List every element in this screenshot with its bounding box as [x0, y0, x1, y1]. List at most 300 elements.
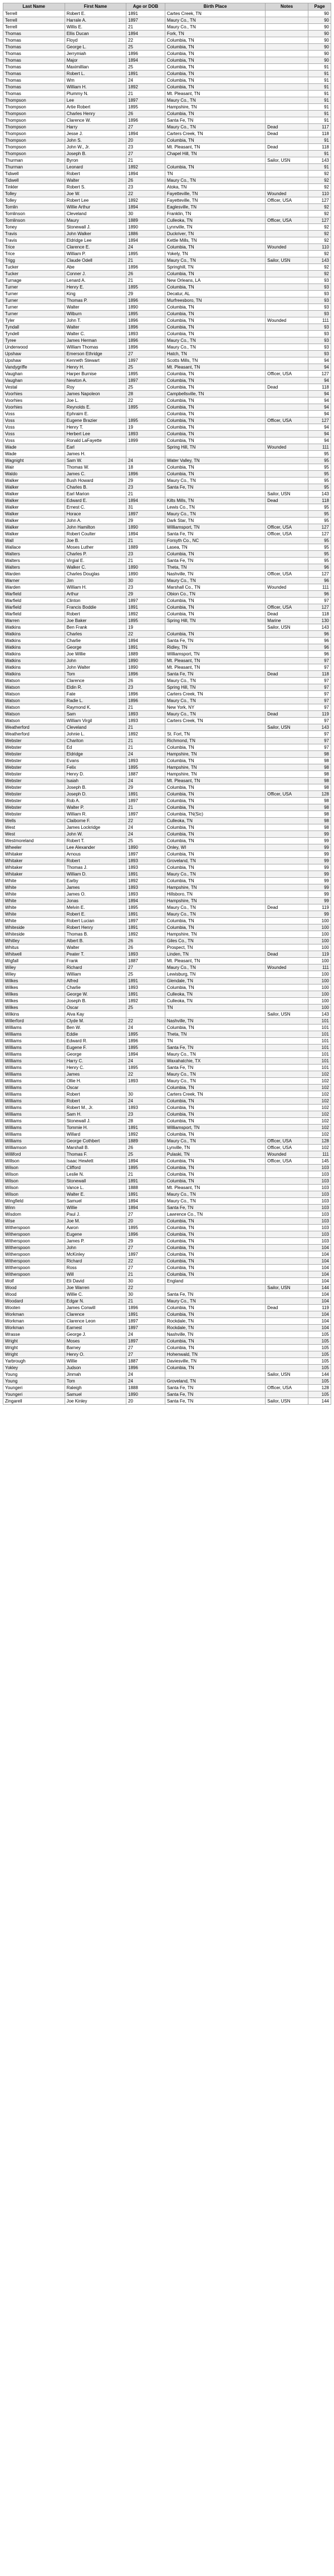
cell-age-or-dob: 1894: [126, 31, 165, 37]
cell-first-name: Rob A.: [65, 798, 126, 804]
cell-first-name: Eugene: [65, 1231, 126, 1238]
cell-first-name: Peater T.: [65, 951, 126, 958]
header-row: [3, 3, 331, 11]
cell-notes: [266, 91, 308, 97]
cell-first-name: Harry: [65, 124, 126, 131]
cell-last-name: Thompson: [3, 137, 65, 144]
cell-first-name: William R.: [65, 811, 126, 818]
cell-first-name: Walter: [65, 177, 126, 184]
cell-age-or-dob: 26: [126, 678, 165, 684]
cell-notes: [266, 918, 308, 924]
cell-first-name: Henry T.: [65, 424, 126, 431]
cell-first-name: Henry D.: [65, 771, 126, 778]
cell-notes: [266, 17, 308, 24]
cell-age-or-dob: 1893: [126, 891, 165, 898]
cell-notes: [266, 1338, 308, 1345]
table-row: [3, 1351, 331, 1358]
cell-age-or-dob: 1894: [126, 57, 165, 64]
cell-page: 100: [308, 938, 331, 944]
cell-birth-place: Columbia, TN: [165, 758, 265, 764]
cell-birth-place: Fayetteville, TN: [165, 197, 265, 204]
table-row: [3, 1151, 331, 1158]
cell-first-name: Eldridge: [65, 751, 126, 758]
table-row: [3, 1098, 331, 1105]
cell-first-name: Vance L.: [65, 1185, 126, 1191]
cell-first-name: Chariton: [65, 738, 126, 744]
cell-first-name: Newton A.: [65, 377, 126, 384]
cell-birth-place: Lynnville, TN: [165, 224, 265, 231]
cell-notes: [266, 644, 308, 651]
cell-page: 103: [308, 1171, 331, 1178]
cell-first-name: Eugene F.: [65, 1045, 126, 1051]
cell-page: 97: [308, 744, 331, 751]
cell-age-or-dob: 1891: [126, 978, 165, 984]
cell-age-or-dob: 22: [126, 1071, 165, 1078]
cell-first-name: Emerson Ethridge: [65, 351, 126, 357]
cell-notes: [266, 831, 308, 838]
cell-first-name: James O.: [65, 891, 126, 898]
table-row: [3, 1191, 331, 1198]
cell-first-name: John Walter: [65, 664, 126, 671]
cell-age-or-dob: 1893: [126, 711, 165, 718]
cell-birth-place: Santa Fe, TN: [165, 1398, 265, 1405]
cell-notes: Wounded: [266, 444, 308, 451]
cell-age-or-dob: 25: [126, 64, 165, 71]
cell-age-or-dob: 28: [126, 391, 165, 397]
cell-page: 143: [308, 257, 331, 264]
cell-last-name: Williford: [3, 1151, 65, 1158]
table-row: [3, 624, 331, 631]
cell-last-name: Witherspoon: [3, 1265, 65, 1271]
cell-notes: [266, 311, 308, 317]
cell-first-name: John T.: [65, 317, 126, 324]
table-row: [3, 631, 331, 638]
cell-last-name: Vestal: [3, 384, 65, 391]
cell-birth-place: Maury Co., TN: [165, 337, 265, 344]
cell-notes: [266, 684, 308, 691]
table-row: [3, 11, 331, 17]
cell-last-name: White: [3, 891, 65, 898]
cell-birth-place: Santa Fe, TN: [165, 1291, 265, 1298]
cell-age-or-dob: 1892: [126, 84, 165, 91]
roster-body: [3, 11, 331, 1405]
cell-age-or-dob: 21: [126, 1298, 165, 1305]
cell-page: 103: [308, 1165, 331, 1171]
cell-last-name: Wright: [3, 1345, 65, 1351]
cell-page: 100: [308, 944, 331, 951]
table-row: [3, 1338, 331, 1345]
roster-header: [3, 3, 331, 11]
cell-page: 95: [308, 518, 331, 524]
cell-notes: [266, 411, 308, 417]
table-row: [3, 151, 331, 157]
cell-last-name: Watkins: [3, 664, 65, 671]
cell-first-name: Charlie: [65, 638, 126, 644]
cell-last-name: Waldo: [3, 471, 65, 478]
cell-notes: [266, 357, 308, 364]
cell-first-name: Walter: [65, 324, 126, 331]
cell-notes: [266, 237, 308, 244]
cell-last-name: Watson: [3, 698, 65, 704]
cell-page: 104: [308, 1265, 331, 1271]
table-row: [3, 1185, 331, 1191]
cell-last-name: Webster: [3, 804, 65, 811]
cell-last-name: Webster: [3, 771, 65, 778]
table-row: [3, 1251, 331, 1258]
table-row: [3, 658, 331, 664]
cell-page: 99: [308, 844, 331, 851]
table-row: [3, 1158, 331, 1165]
cell-page: 105: [308, 1358, 331, 1365]
cell-first-name: George L.: [65, 44, 126, 51]
cell-first-name: Byron: [65, 157, 126, 164]
cell-notes: [266, 1311, 308, 1318]
table-row: [3, 271, 331, 277]
cell-birth-place: Columbia, TN: [165, 424, 265, 431]
cell-page: 127: [308, 217, 331, 224]
table-row: [3, 1145, 331, 1151]
table-row: [3, 558, 331, 564]
cell-page: 111: [308, 444, 331, 451]
cell-age-or-dob: 1889: [126, 544, 165, 551]
cell-last-name: Westmoreland: [3, 838, 65, 844]
cell-birth-place: Santa Fe, TN: [165, 1205, 265, 1211]
cell-age-or-dob: 26: [126, 938, 165, 944]
cell-notes: [266, 1051, 308, 1058]
cell-age-or-dob: 24: [126, 778, 165, 784]
cell-page: 104: [308, 1311, 331, 1318]
table-row: [3, 538, 331, 544]
cell-birth-place: Mt. Pleasant, TN: [165, 364, 265, 371]
cell-first-name: Joe B.: [65, 538, 126, 544]
cell-birth-place: Marshall Co., TN: [165, 584, 265, 591]
cell-age-or-dob: 1894: [126, 1051, 165, 1058]
table-row: [3, 698, 331, 704]
cell-age-or-dob: 21: [126, 157, 165, 164]
cell-first-name: Moses Luther: [65, 544, 126, 551]
cell-page: 104: [308, 1318, 331, 1325]
cell-notes: [266, 804, 308, 811]
cell-first-name: Cleveland: [65, 724, 126, 731]
cell-last-name: Whitaker: [3, 864, 65, 871]
cell-birth-place: Mt. Pleasant, TN: [165, 778, 265, 784]
cell-birth-place: Mt. Pleasant, TN: [165, 664, 265, 671]
cell-notes: Officer, USA: [266, 531, 308, 538]
cell-age-or-dob: 24: [126, 244, 165, 251]
cell-age-or-dob: 1897: [126, 1251, 165, 1258]
cell-page: 104: [308, 1251, 331, 1258]
cell-first-name: Eli David: [65, 1278, 126, 1285]
cell-last-name: Webster: [3, 751, 65, 758]
cell-age-or-dob: 1891: [126, 911, 165, 918]
cell-page: 100: [308, 918, 331, 924]
cell-notes: Dead: [266, 498, 308, 504]
cell-age-or-dob: 1893: [126, 431, 165, 437]
cell-first-name: McKinley: [65, 1251, 126, 1258]
cell-birth-place: Columbia, TN: [165, 1251, 265, 1258]
cell-notes: [266, 778, 308, 784]
cell-page: 94: [308, 364, 331, 371]
table-row: [3, 1245, 331, 1251]
table-row: [3, 1071, 331, 1078]
table-row: [3, 818, 331, 824]
cell-last-name: Webster: [3, 738, 65, 744]
cell-notes: Wounded: [266, 191, 308, 197]
cell-notes: [266, 1131, 308, 1138]
cell-first-name: Robert: [65, 858, 126, 864]
cell-first-name: Harper Burnise: [65, 371, 126, 377]
cell-last-name: Wilson: [3, 1185, 65, 1191]
cell-page: 100: [308, 984, 331, 991]
cell-page: 102: [308, 1131, 331, 1138]
cell-first-name: Thomas P.: [65, 297, 126, 304]
table-row: [3, 598, 331, 604]
cell-notes: [266, 37, 308, 44]
table-row: [3, 384, 331, 391]
cell-age-or-dob: 21: [126, 704, 165, 711]
cell-last-name: Whitwell: [3, 951, 65, 958]
cell-first-name: Earl Marion: [65, 491, 126, 498]
table-row: [3, 137, 331, 144]
cell-last-name: Webster: [3, 764, 65, 771]
cell-notes: [266, 277, 308, 284]
cell-last-name: Whitley: [3, 938, 65, 944]
cell-age-or-dob: 1897: [126, 1325, 165, 1331]
cell-age-or-dob: 1895: [126, 904, 165, 911]
cell-birth-place: Columbia, TN: [165, 404, 265, 411]
table-row: [3, 584, 331, 591]
cell-first-name: William Thomas: [65, 344, 126, 351]
cell-first-name: Robert: [65, 1098, 126, 1105]
cell-birth-place: Lasea, TN: [165, 544, 265, 551]
cell-first-name: William: [65, 971, 126, 978]
cell-age-or-dob: 27: [126, 1345, 165, 1351]
cell-age-or-dob: 24: [126, 1058, 165, 1065]
cell-age-or-dob: 1897: [126, 811, 165, 818]
cell-age-or-dob: 22: [126, 191, 165, 197]
cell-birth-place: Columbia, TN(Sic): [165, 811, 265, 818]
cell-notes: Officer, USA: [266, 524, 308, 531]
cell-birth-place: Maury Co., TN: [165, 478, 265, 484]
table-row: [3, 444, 331, 451]
cell-age-or-dob: 1893: [126, 984, 165, 991]
cell-last-name: Watkins: [3, 651, 65, 658]
cell-last-name: Weatherford: [3, 731, 65, 738]
cell-birth-place: Cartes Creek, TN: [165, 11, 265, 17]
cell-notes: [266, 177, 308, 184]
cell-age-or-dob: 29: [126, 591, 165, 598]
cell-notes: [266, 751, 308, 758]
cell-birth-place: Columbia, TN: [165, 384, 265, 391]
cell-page: 92: [308, 171, 331, 177]
cell-page: 127: [308, 371, 331, 377]
cell-last-name: Walker: [3, 484, 65, 491]
table-row: [3, 944, 331, 951]
table-row: [3, 1045, 331, 1051]
cell-notes: [266, 111, 308, 117]
cell-notes: [266, 1111, 308, 1118]
cell-notes: [266, 1265, 308, 1271]
cell-notes: [266, 97, 308, 104]
table-row: [3, 571, 331, 578]
cell-notes: [266, 1251, 308, 1258]
table-row: [3, 1258, 331, 1265]
table-row: [3, 77, 331, 84]
cell-first-name: James C.: [65, 471, 126, 478]
cell-birth-place: Columbia, TN: [165, 411, 265, 417]
cell-first-name: Arnous: [65, 851, 126, 858]
table-row: [3, 471, 331, 478]
cell-age-or-dob: 27: [126, 1265, 165, 1271]
cell-page: 119: [308, 951, 331, 958]
cell-last-name: West: [3, 831, 65, 838]
cell-age-or-dob: 1893: [126, 718, 165, 724]
cell-first-name: Thomas B.: [65, 931, 126, 938]
cell-notes: [266, 1318, 308, 1325]
cell-birth-place: Maury Co., TN: [165, 711, 265, 718]
cell-page: 96: [308, 644, 331, 651]
cell-first-name: Edward R.: [65, 1038, 126, 1045]
cell-first-name: Albert B.: [65, 938, 126, 944]
table-row: [3, 918, 331, 924]
cell-birth-place: Onley, WI: [165, 844, 265, 851]
cell-birth-place: Mt. Pleasant, TN: [165, 144, 265, 151]
cell-notes: Officer, USA: [266, 791, 308, 798]
cell-first-name: Willie C.: [65, 1291, 126, 1298]
cell-birth-place: Maury Co., TN: [165, 904, 265, 911]
cell-last-name: Walker: [3, 491, 65, 498]
cell-first-name: Lee: [65, 97, 126, 104]
cell-age-or-dob: 1892: [126, 164, 165, 171]
cell-first-name: James Conwill: [65, 1305, 126, 1311]
cell-page: 91: [308, 97, 331, 104]
table-row: [3, 998, 331, 1004]
cell-birth-place: Maury Co., TN: [165, 964, 265, 971]
cell-age-or-dob: 22: [126, 818, 165, 824]
cell-first-name: Charles B.: [65, 484, 126, 491]
cell-notes: [266, 811, 308, 818]
cell-notes: [266, 104, 308, 111]
cell-birth-place: Columbia, TN: [165, 137, 265, 144]
cell-birth-place: Columbia, TN: [165, 417, 265, 424]
cell-notes: [266, 564, 308, 571]
cell-birth-place: Columbia, TN: [165, 1178, 265, 1185]
cell-page: 90: [308, 17, 331, 24]
cell-page: 94: [308, 437, 331, 444]
cell-notes: [266, 297, 308, 304]
cell-notes: [266, 364, 308, 371]
cell-notes: [266, 1018, 308, 1025]
cell-last-name: Thomas: [3, 91, 65, 97]
cell-age-or-dob: 23: [126, 551, 165, 558]
cell-last-name: Tinkler: [3, 184, 65, 191]
cell-first-name: Robert Henry: [65, 924, 126, 931]
cell-notes: [266, 718, 308, 724]
column-header-page: Page: [308, 3, 331, 11]
table-row: [3, 451, 331, 457]
cell-first-name: Clarence Leon: [65, 1318, 126, 1325]
table-row: [3, 284, 331, 291]
cell-page: 143: [308, 624, 331, 631]
cell-page: 93: [308, 331, 331, 337]
table-row: [3, 958, 331, 964]
cell-notes: [266, 1085, 308, 1091]
cell-birth-place: Columbia, TN: [165, 791, 265, 798]
cell-birth-place: TN: [165, 1004, 265, 1011]
cell-age-or-dob: 1892: [126, 611, 165, 618]
cell-first-name: Joe Willie: [65, 651, 126, 658]
cell-age-or-dob: 1887: [126, 1358, 165, 1365]
cell-last-name: Williams: [3, 1105, 65, 1111]
cell-page: 128: [308, 1385, 331, 1391]
cell-age-or-dob: 1897: [126, 1318, 165, 1325]
cell-birth-place: Santa Fe, TN: [165, 558, 265, 564]
cell-page: 118: [308, 144, 331, 151]
cell-page: 91: [308, 84, 331, 91]
cell-first-name: Ben W.: [65, 1025, 126, 1031]
cell-first-name: Leonard: [65, 164, 126, 171]
cell-page: 90: [308, 31, 331, 37]
table-row: [3, 251, 331, 257]
cell-page: 97: [308, 691, 331, 698]
cell-birth-place: Santa Fe, TN: [165, 1065, 265, 1071]
cell-first-name: Ben Frank: [65, 624, 126, 631]
cell-page: 92: [308, 251, 331, 257]
cell-page: 93: [308, 304, 331, 311]
cell-first-name: Radie L.: [65, 698, 126, 704]
cell-birth-place: Ridley, TN: [165, 644, 265, 651]
cell-notes: [266, 137, 308, 144]
cell-last-name: Williams: [3, 1058, 65, 1065]
cell-age-or-dob: 1890: [126, 664, 165, 671]
cell-last-name: Trice: [3, 244, 65, 251]
cell-notes: [266, 1078, 308, 1085]
cell-page: 104: [308, 1325, 331, 1331]
cell-notes: [266, 1205, 308, 1211]
cell-last-name: Thompson: [3, 104, 65, 111]
cell-page: 143: [308, 1011, 331, 1018]
cell-age-or-dob: 1891: [126, 71, 165, 77]
cell-page: 92: [308, 204, 331, 211]
cell-age-or-dob: 1891: [126, 1178, 165, 1185]
cell-first-name: Robert: [65, 611, 126, 618]
cell-age-or-dob: 1890: [126, 524, 165, 531]
cell-notes: Dead: [266, 904, 308, 911]
cell-birth-place: Columbia, TN: [165, 1171, 265, 1178]
cell-birth-place: Maury Co., TN: [165, 871, 265, 878]
cell-notes: [266, 184, 308, 191]
cell-birth-place: Maury Co., TN: [165, 1198, 265, 1205]
cell-notes: Sailor, USN: [266, 157, 308, 164]
cell-first-name: John S.: [65, 137, 126, 144]
cell-age-or-dob: 23: [126, 184, 165, 191]
cell-age-or-dob: 26: [126, 271, 165, 277]
cell-first-name: Joe W.: [65, 191, 126, 197]
cell-notes: [266, 471, 308, 478]
cell-age-or-dob: 22: [126, 397, 165, 404]
cell-age-or-dob: 21: [126, 724, 165, 731]
cell-birth-place: Maury Co., TN: [165, 678, 265, 684]
cell-first-name: Ed: [65, 744, 126, 751]
cell-first-name: Clarence E.: [65, 244, 126, 251]
cell-last-name: Webster: [3, 791, 65, 798]
cell-last-name: Tucker: [3, 271, 65, 277]
cell-last-name: Voorhies: [3, 397, 65, 404]
cell-age-or-dob: 1896: [126, 264, 165, 271]
cell-first-name: Robert T.: [65, 838, 126, 844]
cell-birth-place: Santa Fe, TN: [165, 1391, 265, 1398]
cell-birth-place: Columbia, TN: [165, 1365, 265, 1371]
